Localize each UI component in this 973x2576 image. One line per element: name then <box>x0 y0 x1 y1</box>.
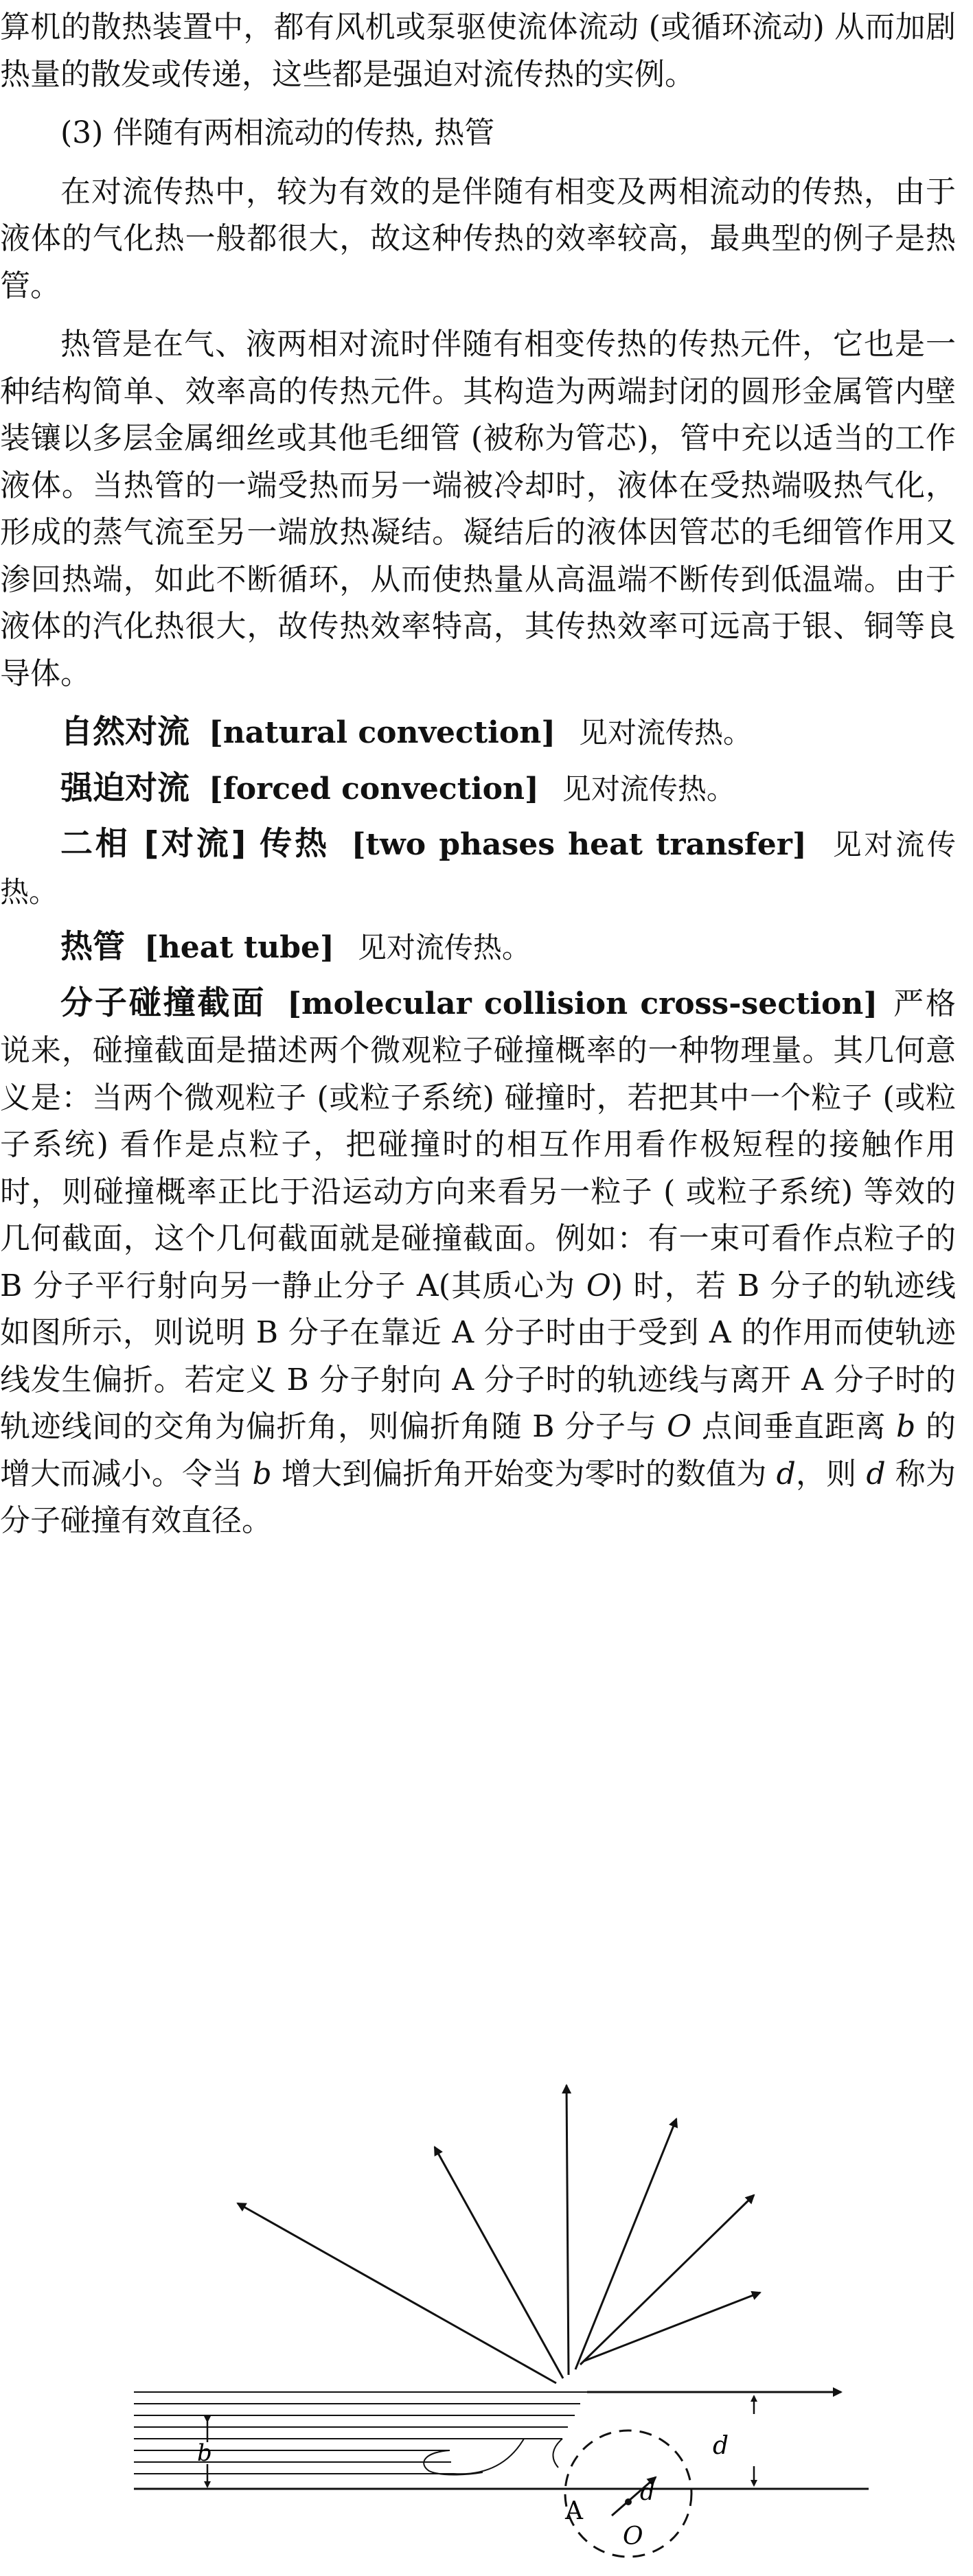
entry-reference: 见对流传热。 <box>0 828 956 909</box>
entry-reference: 见对流传热。 <box>562 771 735 806</box>
definition-text: ) 时，若 B 分子的轨迹线如图所示，则说明 B 分子在靠近 A 分子时由于受到 A 的作用而使轨迹线发生偏折。若定义 B 分子射向 A 分子时的轨迹线与离开 A 分子时的轨迹线间的交角为偏折角，则偏折角随 B 分子与 <box>0 1268 956 1444</box>
paragraph-heat-pipe: 热管是在气、液两相对流时伴随有相变传热的传热元件，它也是一种结构简单、效率高的传热元件。其构造为两端封闭的圆形金属管内壁装镶以多层金属细丝或其他毛细管 (被称为管芯)，管中充以适当的工作液体。当热管的一端受热而另一端被冷却时，液体在受热端吸热气化，形成的蒸气流至另一端放热凝结。凝结后的液体因管芯的毛细管作用又渗回热端，如此不断循环，从而使热量从高温端不断传到低温端。由于液体的汽化热很大，故传热效率特高，其传热效率可远高于银、铜等良导体。 <box>0 327 956 691</box>
entry-reference: 见对流传热。 <box>357 931 531 964</box>
entry-english: [heat tube] <box>144 930 334 965</box>
symbol-d: d <box>776 1456 796 1492</box>
label-d-diameter: d <box>713 2432 729 2460</box>
entry-english: [forced convection] <box>209 771 539 807</box>
entry-heat-tube <box>0 924 956 972</box>
entry-term: 热管 <box>60 928 125 966</box>
entry-natural-convection <box>0 709 956 757</box>
entry-reference: 见对流传热。 <box>579 716 753 750</box>
text-body <box>0 4 956 1557</box>
entry-term: 二相 [对流] 传热 <box>60 825 330 863</box>
symbol-O: O <box>667 1409 692 1444</box>
definition-text: 严格说来，碰撞截面是描述两个微观粒子碰撞概率的一种物理量。其几何意义是：当两个微观粒子 (或粒子系统) 碰撞时，若把其中一个粒子 (或粒子系统) 看作是点粒子，把碰撞时的相互作用看作极短程的接触作用时，则碰撞概率正比于沿运动方向来看另一粒子 ( 或粒子系统) 等效的几何截面，这个几何截面就是碰撞截面。例如：有一束可看作点粒子的 B 分子平行射向另一静止分子 A(其质心为 <box>0 986 956 1303</box>
trajectory-ray <box>580 2195 754 2365</box>
paragraph-forced-convection-end: 算机的散热装置中，都有风机或泵驱使流体流动 (或循环流动) 从而加剧热量的散发或传递，这些都是强迫对流传热的实例。 <box>0 10 956 92</box>
definition-text: 称为分子碰撞有效直径。 <box>0 1456 956 1538</box>
label-o: O <box>623 2522 643 2551</box>
entry-english: [two phases heat transfer] <box>351 827 807 862</box>
entry-term: 自然对流 <box>60 713 190 751</box>
curved-trajectory <box>454 2439 524 2474</box>
label-b: b <box>197 2439 212 2467</box>
entry-english: [natural convection] <box>209 715 556 750</box>
paragraph-two-phase-transfer: 在对流传热中，较为有效的是伴随有相变及两相流动的传热，由于液体的气化热一般都很大，故这种传热的效率较高，最典型的例子是热管。 <box>0 174 956 303</box>
subheading-heat-pipe: (3) 伴随有两相流动的传热, 热管 <box>60 115 495 150</box>
deflected-trajectories <box>238 2085 760 2383</box>
label-a: A <box>565 2497 583 2525</box>
entry-english: [molecular collision cross-section] <box>287 986 878 1021</box>
symbol-d: d <box>866 1456 886 1492</box>
entry-term: 强迫对流 <box>60 769 190 807</box>
definition-text: 点间垂直距离 <box>691 1409 897 1444</box>
symbol-O: O <box>586 1268 611 1303</box>
definition-text: ，则 <box>795 1456 867 1492</box>
entry-two-phase-heat-transfer <box>0 821 956 916</box>
trajectory-ray <box>238 2203 556 2383</box>
definition-text: 的增大而减小。令当 <box>0 1409 956 1492</box>
entry-term: 分子碰撞截面 <box>60 984 266 1022</box>
trajectory-ray <box>584 2293 760 2361</box>
entry-forced-convection <box>0 765 956 813</box>
symbol-b: b <box>252 1456 272 1492</box>
trajectory-ray <box>435 2147 563 2378</box>
entry-molecular-collision-cross-section <box>0 980 956 1545</box>
collision-diagram <box>134 2063 889 2573</box>
trajectory-ray <box>566 2085 569 2375</box>
definition-text: 增大到偏折角开始变为零时的数值为 <box>271 1456 777 1492</box>
curved-trajectory <box>553 2439 562 2468</box>
label-d-radius: d <box>640 2479 655 2506</box>
symbol-b: b <box>896 1409 916 1444</box>
